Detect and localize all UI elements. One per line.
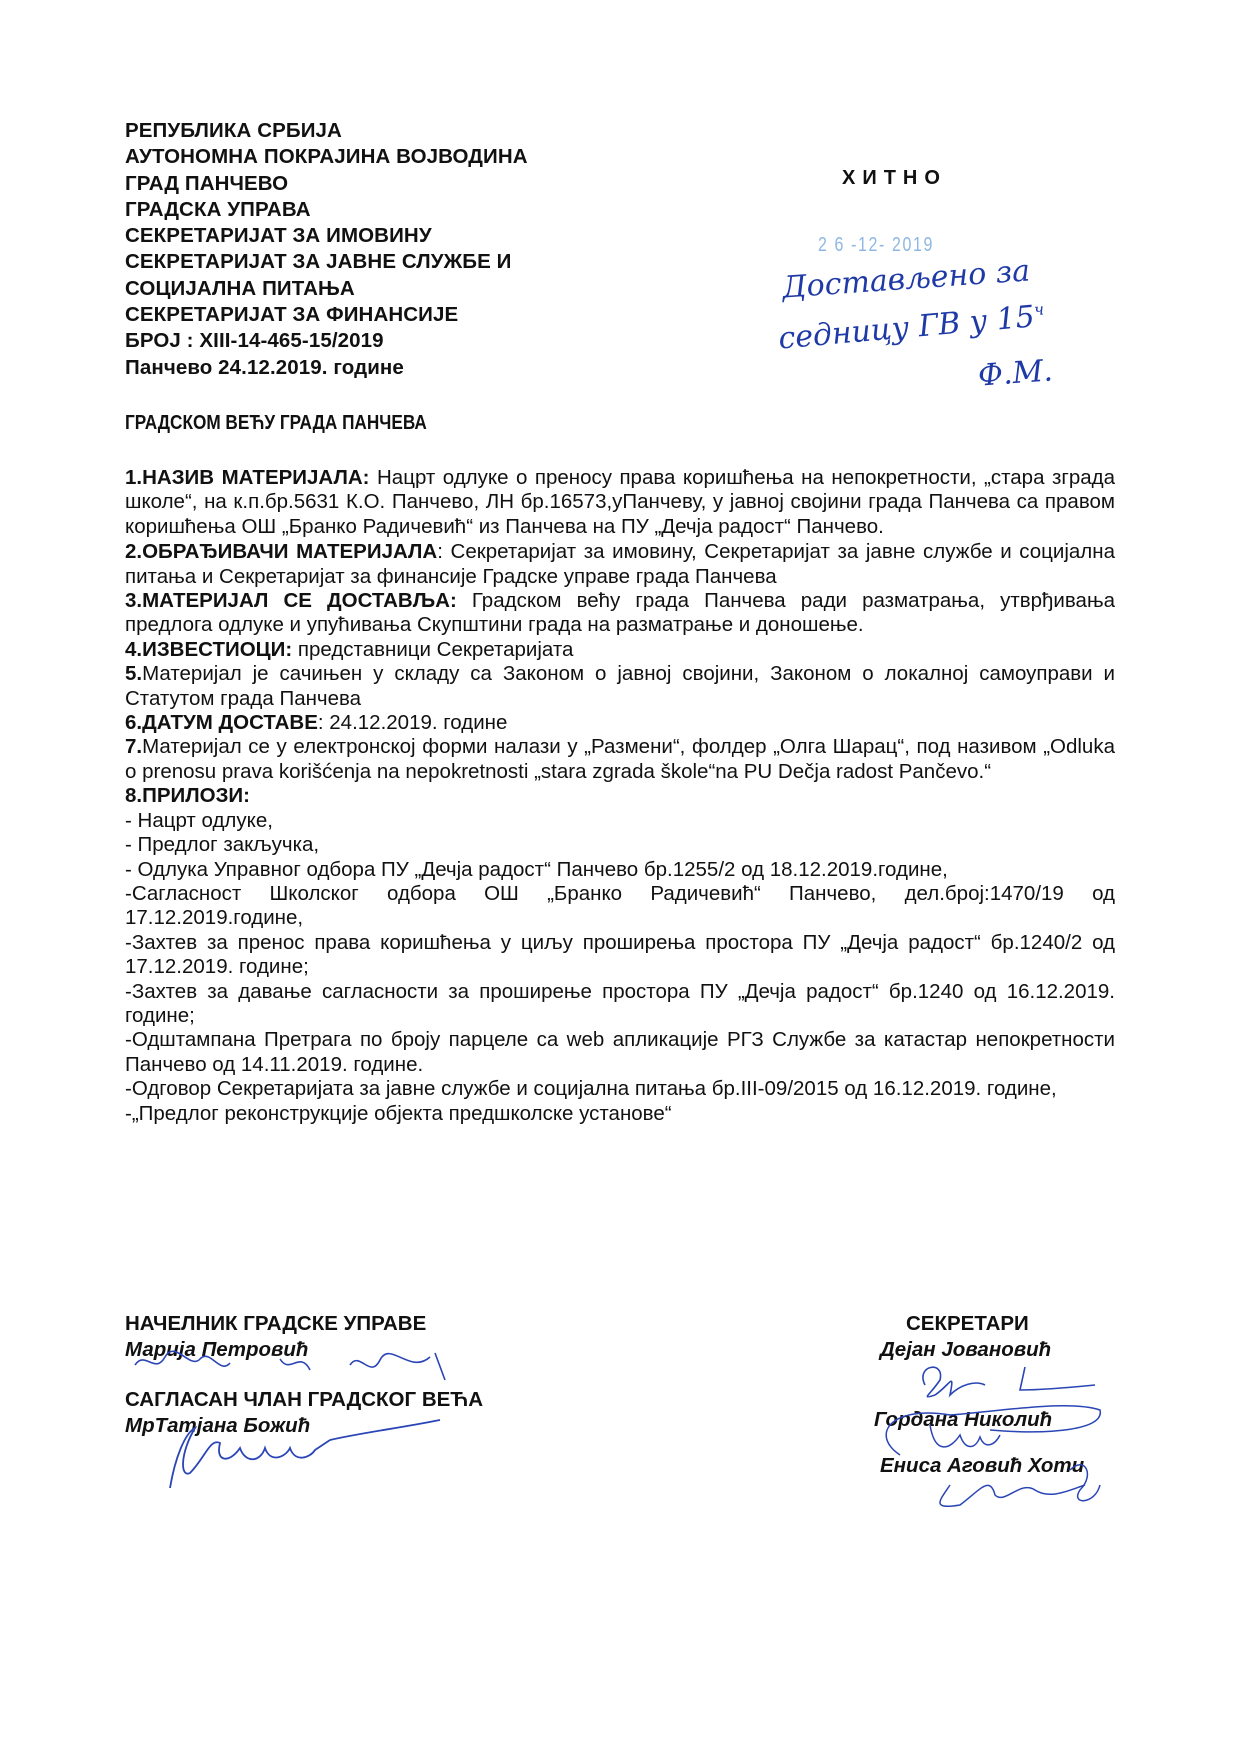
attachment-item: -Одштампана Претрага по броју парцеле са web апликације РГЗ Службе за катастар непокретности Панчево од 14.11.2019. године. — [125, 1028, 1115, 1076]
section-delivered-to — [125, 589, 1115, 638]
attachment-item: - Одлука Управног одбора ПУ „Дечја радост“ Панчево бр.1255/2 од 18.12.2019.године, — [125, 857, 948, 881]
section-electronic-location — [125, 735, 1115, 784]
letterhead — [125, 118, 528, 381]
section-label: 4.ИЗВЕСТИОЦИ: — [125, 637, 293, 661]
signatory-name: Гордана Николић — [874, 1408, 1053, 1431]
signatory-name: МрТатјана Божић — [125, 1414, 311, 1437]
section-text: представници Секретаријата — [292, 637, 574, 661]
signature-block-right — [874, 1311, 1085, 1479]
handwritten-note-text: седницу ГВ у 15 — [776, 299, 1037, 357]
section-text: : 24.12.2019. године — [317, 711, 508, 735]
section-authors — [125, 540, 1115, 589]
handwritten-note-line2 — [777, 298, 1046, 356]
document-number: БРОЈ : XIII-14-465-15/2019 — [125, 329, 384, 353]
letterhead-line: ГРАД ПАНЧЕВО — [125, 171, 289, 195]
attachment-item: -„Предлог реконструкције објекта предшколске установе“ — [125, 1101, 672, 1125]
handwritten-note-line1: Достављено за — [781, 253, 1032, 306]
section-reporters — [125, 638, 1115, 662]
signature-block-left — [125, 1311, 483, 1439]
document-date: Панчево 24.12.2019. године — [125, 355, 404, 379]
attachment-item: -Захтев за пренос права коришћења у циљу проширења простора ПУ „Дечја радост“ бр.1240/2 од 17.12.2019. године; — [125, 930, 1115, 979]
section-label: 7. — [125, 735, 143, 759]
section-text: Материјал је сачињен у складу са Законом о јавној својини, Законом о локалној самоуправи и Статутом града Панчева — [125, 662, 1115, 710]
section-attachments-label: 8.ПРИЛОЗИ: — [125, 784, 250, 808]
received-date-stamp: 2 6 -12- 2019 — [818, 234, 934, 256]
signatory-name: Дејан Јовановић — [880, 1338, 1052, 1361]
urgent-label: ХИТНО — [842, 167, 947, 189]
letterhead-line: СОЦИЈАЛНА ПИТАЊА — [125, 276, 355, 300]
attachment-item: -Сагласност Школског одбора ОШ „Бранко Радичевић“ Панчево, дел.број:1470/19 од 17.12.2019.године, — [125, 881, 1115, 930]
section-text: Градском већу града Панчева ради разматрања, утврђивања предлога одлуке и упућивања Скупштини града на разматрање и доношење. — [125, 589, 1116, 637]
signatory-title: СЕКРЕТАРИ — [906, 1312, 1029, 1335]
section-text: : Секретаријат за имовину, Секретаријат за јавне службе и социјална питања и Секретаријат за финансије Градске управе града Панчева — [125, 540, 1115, 588]
document-body — [125, 466, 1115, 1126]
letterhead-line: СЕКРЕТАРИЈАТ ЗА ИМОВИНУ — [125, 224, 432, 248]
attachment-item: -Одговор Секретаријата за јавне службе и социјална питања бр.III-09/2015 од 16.12.2019. године, — [125, 1077, 1057, 1101]
letterhead-line: РЕПУБЛИКА СРБИЈА — [125, 119, 342, 142]
handwritten-initials: Ф.М. — [976, 353, 1054, 394]
signature-space — [880, 1363, 1084, 1407]
signature-space — [880, 1433, 1084, 1453]
attachments-list — [125, 809, 1115, 1126]
signatory-title: САГЛАСАН ЧЛАН ГРАДСКОГ ВЕЋА — [125, 1388, 484, 1411]
section-legal-basis — [125, 662, 1115, 711]
section-delivery-date — [125, 711, 1115, 735]
addressee: ГРАДСКОМ ВЕЋУ ГРАДА ПАНЧЕВА — [125, 412, 427, 434]
section-material-name — [125, 466, 1115, 539]
section-text: Материјал се у електронској форми налази у „Размени“, фолдер „Олга Шарац“, под називом „Odluka o prenosu prava korišćenja na nepokretnosti „stara zgrada škole“na PU Dečja radost Pančevo.“ — [125, 735, 1115, 783]
handwritten-note-superscript: ч — [1033, 299, 1045, 320]
letterhead-line: ГРАДСКА УПРАВА — [125, 197, 311, 221]
letterhead-line: СЕКРЕТАРИЈАТ ЗА ЈАВНЕ СЛУЖБЕ И — [125, 250, 512, 274]
section-label: 2.ОБРАЂИВАЧИ МАТЕРИЈАЛА — [125, 540, 438, 564]
signature-space — [125, 1363, 483, 1387]
signatory-name: Ениса Аговић Хоти — [880, 1454, 1085, 1477]
attachment-item: - Предлог закључка, — [125, 833, 320, 857]
section-label: 6.ДАТУМ ДОСТАВЕ — [125, 711, 318, 735]
section-label: 3.МАТЕРИЈАЛ СЕ ДОСТАВЉА: — [125, 589, 457, 613]
section-text: Нацрт одлуке о преносу права коришћења на непокретности, „стара зграда школе“, на к.п.бр.5631 К.О. Панчево, ЛН бр.16573,уПанчеву, у јавној својини града Панчева са правом коришћења ОШ „Бранко Радичевић“ из Панчева на ПУ „Дечја радост“ Панчево. — [125, 466, 1116, 538]
letterhead-line: АУТОНОМНА ПОКРАЈИНА ВОЈВОДИНА — [125, 145, 528, 169]
section-label: 5. — [125, 662, 143, 686]
signatory-title: НАЧЕЛНИК ГРАДСКЕ УПРАВЕ — [125, 1312, 427, 1335]
signatory-name: Марија Петровић — [125, 1338, 309, 1361]
attachment-item: -Захтев за давање сагласности за проширење простора ПУ „Дечја радост“ бр.1240 од 16.12.2019. године; — [125, 979, 1115, 1027]
letterhead-line: СЕКРЕТАРИЈАТ ЗА ФИНАНСИЈЕ — [125, 303, 459, 327]
section-label: 1.НАЗИВ МАТЕРИЈАЛА: — [125, 466, 370, 489]
attachment-item: - Нацрт одлуке, — [125, 808, 273, 832]
